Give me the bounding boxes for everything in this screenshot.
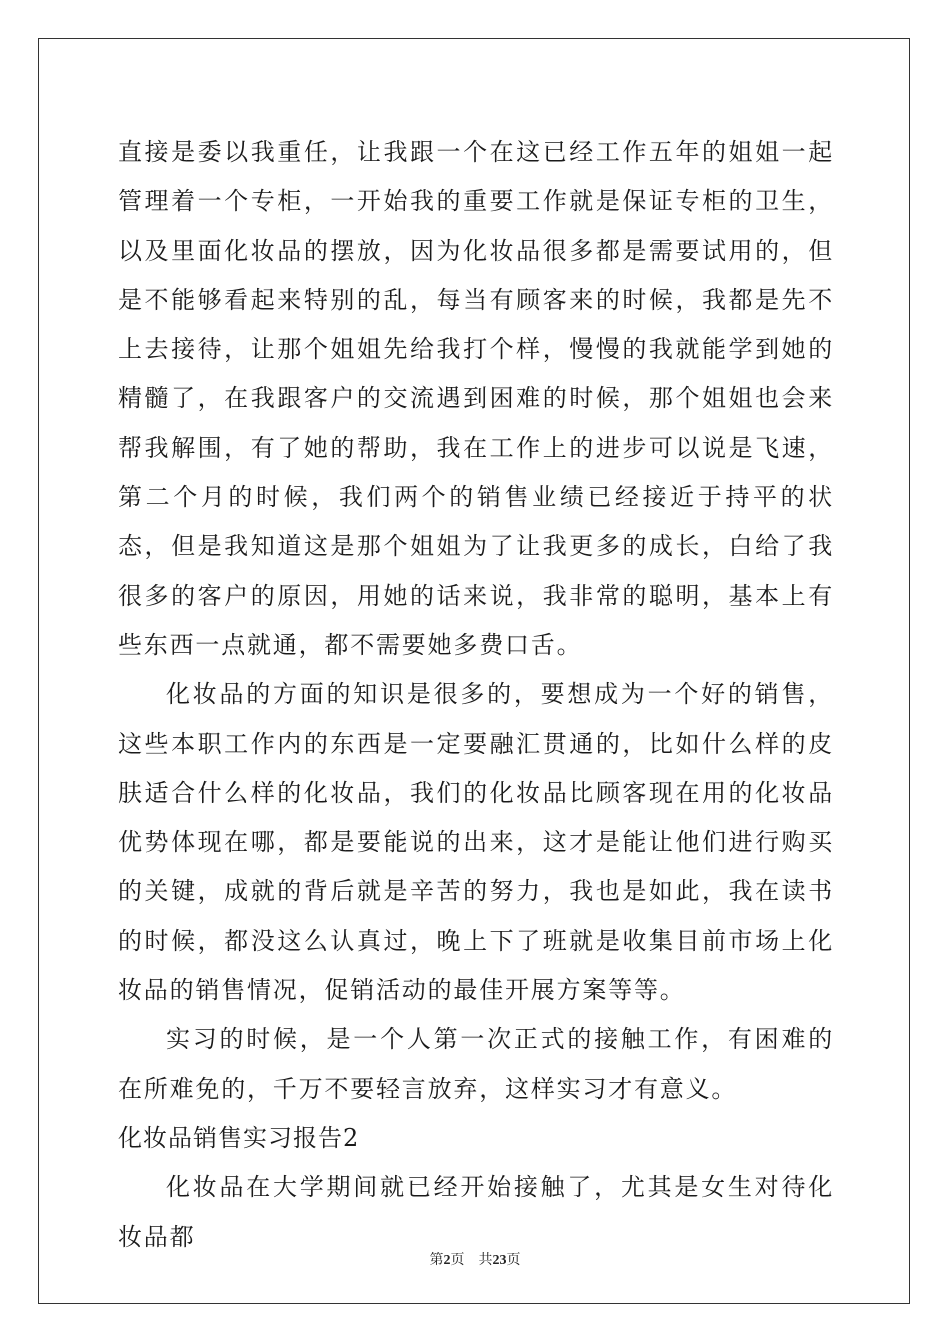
page-number: 2 (443, 1253, 451, 1268)
page-prefix: 第 (429, 1252, 444, 1268)
total-suffix: 页 (506, 1252, 521, 1268)
total-prefix: 共 (478, 1252, 493, 1268)
section-heading: 化妆品销售实习报告2 (118, 1123, 360, 1152)
page-suffix: 页 (450, 1252, 465, 1268)
page-footer (0, 1249, 950, 1269)
paragraph-report-2-intro: 化妆品在大学期间就已经开始接触了，尤其是女生对待化妆品都 (118, 1173, 834, 1251)
paragraph-continuation: 直接是委以我重任，让我跟一个在这已经工作五年的姐姐一起管理着一个专柜，一开始我的重要工作就是保证专柜的卫生，以及里面化妆品的摆放，因为化妆品很多都是需要试用的，但是不能够看起来特别的乱，每当有顾客来的时候，我都是先不上去接待，让那个姐姐先给我打个样，慢慢的我就能学到她的精髓了，在我跟客户的交流遇到困难的时候，那个姐姐也会来帮我解围，有了她的帮助，我在工作上的进步可以说是飞速，第二个月的时候，我们两个的销售业绩已经接近于持平的状态，但是我知道这是那个姐姐为了让我更多的成长，白给了我很多的客户的原因，用她的话来说，我非常的聪明，基本上有些东西一点就通，都不需要她多费口舌。 (118, 138, 834, 659)
document-body (118, 128, 834, 1262)
paragraph-cosmetics-knowledge: 化妆品的方面的知识是很多的，要想成为一个好的销售，这些本职工作内的东西是一定要融汇贯通的，比如什么样的皮肤适合什么样的化妆品，我们的化妆品比顾客现在用的化妆品优势体现在哪，都是要能说的出来，这才是能让他们进行购买的关键，成就的背后就是辛苦的努力，我也是如此，我在读书的时候，都没这么认真过，晚上下了班就是收集目前市场上化妆品的销售情况，促销活动的最佳开展方案等等。 (118, 680, 834, 1005)
total-pages: 23 (492, 1253, 507, 1268)
paragraph-internship-advice: 实习的时候，是一个人第一次正式的接触工作，有困难的在所难免的，千万不要轻言放弃，这样实习才有意义。 (118, 1025, 834, 1103)
